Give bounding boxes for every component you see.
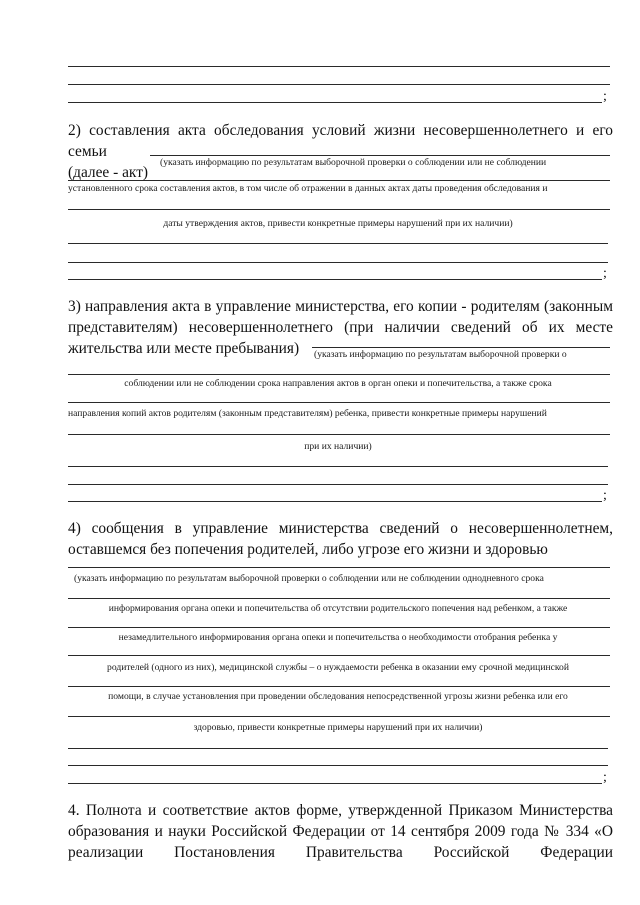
item-4-hint-2: информирования органа опеки и попечительства об отсутствии родительского попечения над ребенком, а также [108, 603, 568, 614]
fill-line [68, 655, 610, 656]
line-end-semicolon: ; [603, 89, 607, 104]
item-2-line1: 2) составления акта обследования условий жизни несовершеннолетнего и его семьи [68, 122, 613, 160]
fill-line [312, 347, 610, 348]
blank-line [68, 765, 608, 766]
item-2-heading [68, 120, 613, 183]
item-3-hint-2: соблюдении или не соблюдении срока направления актов в орган опеки и попечительства, а также срока [124, 378, 552, 389]
blank-line [68, 84, 610, 85]
fill-line [68, 686, 610, 687]
fill-line [68, 716, 610, 717]
fill-line [68, 627, 610, 628]
blank-line [68, 783, 602, 784]
fill-line [68, 402, 610, 403]
fill-line [68, 180, 610, 181]
item-4-hint-5: помощи, в случае установления при проведении обследования непосредственной угрозы жизни ребенка или его [108, 691, 568, 702]
item-2-line2: (далее - акт) [68, 164, 149, 181]
item-3-hint-1: (указать информацию по результатам выборочной проверки о [314, 349, 567, 360]
fill-line [150, 155, 610, 156]
fill-line [68, 598, 610, 599]
fill-line [68, 567, 610, 568]
fill-line [68, 374, 610, 375]
item-4-hint-3: незамедлительного информирования органа опеки и попечительства о необходимости отобрания ребенка у [118, 632, 558, 643]
item-3-hint-3: направления копий актов родителям (законным представителям) ребенка, привести конкретные примеры нарушений [68, 408, 547, 419]
item-3-heading: 3) направления акта в управление министерства, его копии - родителям (законным представителям) несовершеннолетнего (при наличии сведений об их месте жительства или месте пребывания) [68, 298, 613, 357]
item-4-hint-1: (указать информацию по результатам выборочной проверки о соблюдении или не соблюдении однодневного срока [74, 573, 544, 584]
line-end-semicolon: ; [603, 488, 607, 503]
line-end-semicolon: ; [603, 770, 607, 785]
blank-line [68, 66, 610, 67]
item-2-hint-1: (указать информацию по результатам выборочной проверки о соблюдении или не соблюдении [160, 157, 547, 168]
line-end-semicolon: ; [603, 266, 607, 281]
blank-line [68, 262, 608, 263]
fill-line [68, 209, 610, 210]
blank-line [68, 102, 602, 103]
blank-line [68, 484, 608, 485]
blank-line [68, 501, 602, 502]
blank-line [68, 243, 608, 244]
blank-line [68, 748, 608, 749]
blank-line [68, 466, 608, 467]
section-4-paragraph: 4. Полнота и соответствие актов форме, утвержденной Приказом Министерства образования и науки Российской Федерации от 14 сентября 2009 года № 334 «О реализации Постановления Правительства Российской Федерации [68, 802, 613, 861]
item-4-hint-6: здоровью, привести конкретные примеры нарушений при их наличии) [193, 722, 483, 733]
item-4-hint-4: родителей (одного из них), медицинской службы – о нуждаемости ребенка в оказании ему срочной медицинской [107, 662, 569, 673]
blank-line [68, 279, 602, 280]
item-2-hint-3: даты утверждения актов, привести конкретные примеры нарушений при их наличии) [163, 218, 513, 229]
fill-line [68, 434, 610, 435]
item-4-heading: 4) сообщения в управление министерства сведений о несовершеннолетнем, оставшемся без попечения родителей, либо угрозе его жизни и здоровью [68, 520, 613, 558]
item-2-hint-2: установленного срока составления актов, в том числе об отражении в данных актах даты проведения обследования и [68, 183, 548, 194]
item-3-hint-4: при их наличии) [304, 441, 372, 452]
